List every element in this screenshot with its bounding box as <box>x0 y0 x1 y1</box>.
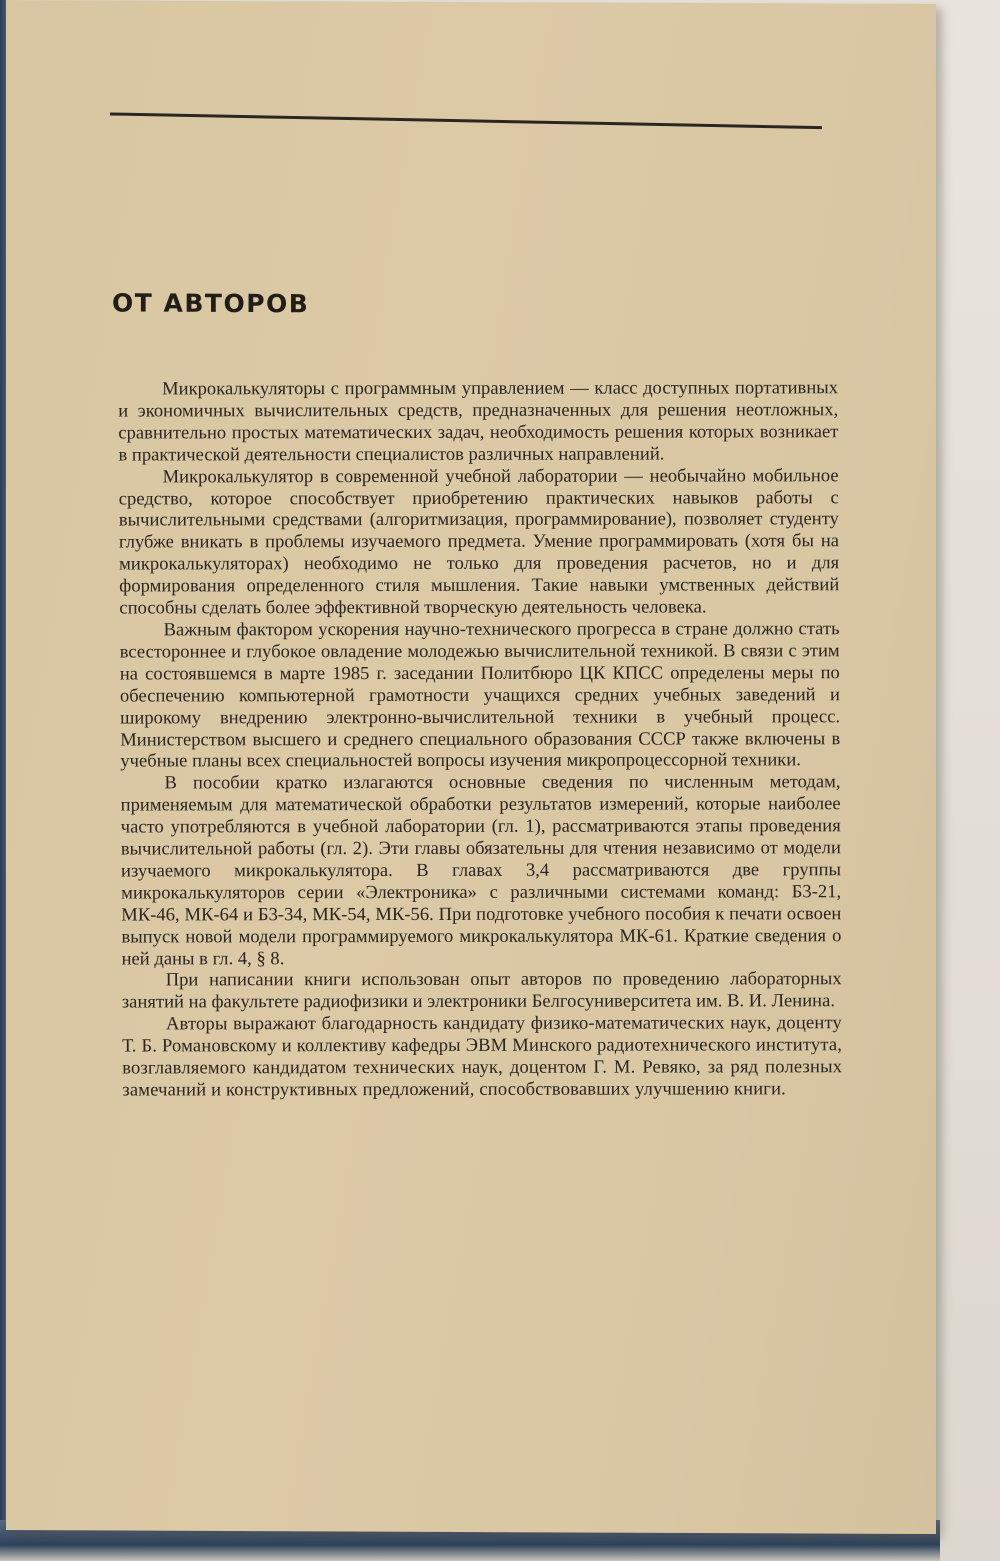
paragraph-5: При написании книги использован опыт авторов по проведению лабораторных занятий на факультете радиофизики и электроники Белгосуниверситета им. В. И. Ленина. <box>121 968 842 1013</box>
header-rule <box>110 112 822 129</box>
book-page <box>6 0 936 1534</box>
body-text <box>118 377 842 1101</box>
paragraph-4: В пособии кратко излагаются основные сведения по численным методам, применяемым для математической обработки результатов измерений, которые наиболее часто употребляются в учебной лаборатории (гл. 1), рассматриваются этапы проведения вычислительной работы (гл. 2). Эти главы обязательны для чтения независимо от модели изучаемого микрокалькулятора. В главах 3,4 рассматриваются две группы микрокалькуляторов серии «Электроника» с различными системами команд: Б3-21, МК-46, МК-64 и Б3-34, МК-54, МК-56. При подготовке учебного пособия к печати освоен выпуск новой модели программируемого микрокалькулятора МК-61. Краткие сведения о ней даны в гл. 4, § 8. <box>120 771 842 970</box>
page-heading: ОТ АВТОРОВ <box>112 288 310 319</box>
paragraph-3: Важным фактором ускорения научно-технического прогресса в стране должно стать всестороннее и глубокое овладение молодежью вычислительной техникой. В связи с этим на состоявшемся в марте 1985 г. заседании Политбюро ЦК КПСС определены меры по обеспечению компьютерной грамотности учащихся средних учебных заведений и широкому внедрению электронно-вычислительной техники в учебный процесс. Министерством высшего и среднего специального образования СССР также включены в учебные планы всех специальностей вопросы изучения микропроцессорной техники. <box>119 618 841 772</box>
paragraph-2: Микрокалькулятор в современной учебной лаборатории — необычайно мобильное средство, которое способствует приобретению практических навыков работы с вычислительными средствами (алгоритмизация, программирование), позволяет студенту глубже вникать в проблемы изучаемого предмета. Умение программировать (хотя бы на микрокалькуляторах) необходимо не только для проведения расчетов, но и для формирования определенного стиля мышления. Такие навыки умственных действий способны сделать более эффективной творческую деятельность человека. <box>118 464 840 619</box>
paragraph-1: Микрокалькуляторы с программным управлением — класс доступных портативных и экономичных вычислительных средств, предназначенных для решения неотложных, сравнительно простых математических задач, необходимость решения которых возникает в практической деятельности специалистов различных направлений. <box>118 377 839 466</box>
paragraph-6: Авторы выражают благодарность кандидату физико-математических наук, доценту Т. Б. Романовскому и коллективу кафедры ЭВМ Минского радиотехнического института, возглавляемого кандидатом технических наук, доцентом Г. М. Ревяко, за ряд полезных замечаний и конструктивных предложений, способствовавших улучшению книги. <box>122 1012 843 1101</box>
